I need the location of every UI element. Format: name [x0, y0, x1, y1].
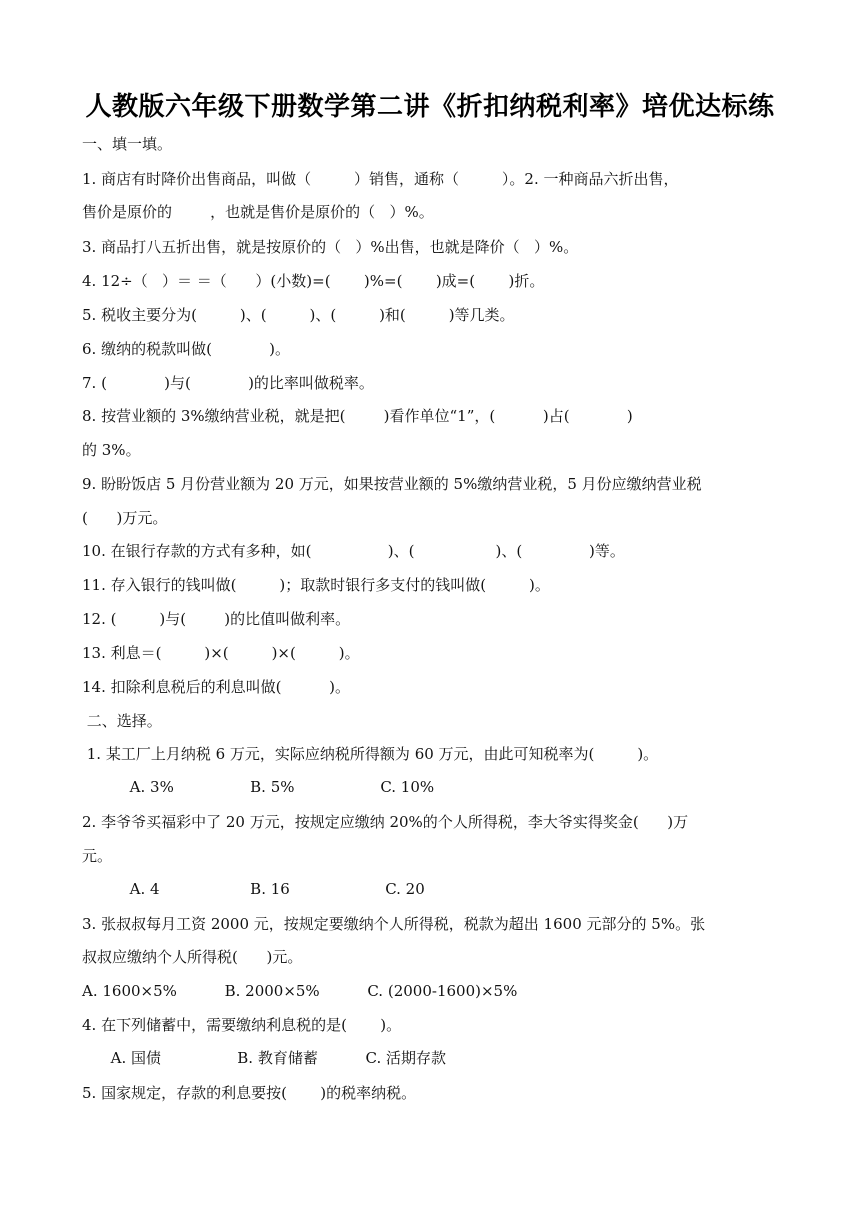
choice-options: A. 国债 B. 教育储蓄 C. 活期存款 — [82, 1049, 446, 1067]
question-line: 1. 某工厂上月纳税 6 万元，实际应纳税所得额为 60 万元，由此可知税率为( )。 — [82, 745, 659, 763]
question-line: 10. 在银行存款的方式有多种，如( )、( )、( )等。 — [82, 542, 625, 560]
question-line: 4. 12÷（ ）＝ ＝（ ）(小数)=( )%=( )成=( )折。 — [82, 272, 545, 290]
question-line: 11. 存入银行的钱叫做( )；取款时银行多支付的钱叫做( )。 — [82, 576, 550, 594]
question-line: 1. 商店有时降价出售商品，叫做（ ）销售，通称（ ）。2. 一种商品六折出售， — [82, 170, 679, 188]
section-heading-fill: 一、填一填。 — [82, 135, 173, 153]
choice-options: A. 3% B. 5% C. 10% — [82, 778, 435, 796]
question-line: 4. 在下列储蓄中，需要缴纳利息税的是( )。 — [82, 1016, 402, 1034]
question-line: 2. 李爷爷买福彩中了 20 万元，按规定应缴纳 20%的个人所得税，李大爷实得奖金( )万 — [82, 813, 689, 831]
page-title: 人教版六年级下册数学第二讲《折扣纳税利率》培优达标练 — [85, 92, 775, 122]
choice-options: A. 4 B. 16 C. 20 — [82, 880, 425, 898]
question-line: 售价是原价的 ，也就是售价是原价的（ ）%。 — [82, 203, 434, 221]
question-line: 7. ( )与( )的比率叫做税率。 — [82, 374, 374, 392]
question-line: 5. 国家规定，存款的利息要按( )的税率纳税。 — [82, 1084, 417, 1102]
question-line: 12. ( )与( )的比值叫做利率。 — [82, 610, 351, 628]
question-line: 叔叔应缴纳个人所得税( )元。 — [82, 948, 303, 966]
question-line: 13. 利息＝( )×( )×( )。 — [82, 644, 360, 662]
question-line: 3. 张叔叔每月工资 2000 元，按规定要缴纳个人所得税，税款为超出 1600 元部分的 5%。张 — [82, 915, 706, 933]
question-line: 元。 — [82, 847, 113, 865]
choice-options: A. 1600×5% B. 2000×5% C. (2000-1600)×5% — [82, 982, 518, 1000]
question-line: 8. 按营业额的 3%缴纳营业税，就是把( )看作单位“1”，( )占( ) — [82, 407, 633, 425]
question-line: 9. 盼盼饭店 5 月份营业额为 20 万元，如果按营业额的 5%缴纳营业税，5 月份应缴纳营业税 — [82, 475, 702, 493]
question-line: 5. 税收主要分为( )、( )、( )和( )等几类。 — [82, 306, 515, 324]
question-line: ( )万元。 — [82, 509, 168, 527]
question-line: 6. 缴纳的税款叫做( )。 — [82, 340, 291, 358]
question-line: 的 3%。 — [82, 441, 141, 459]
question-line: 3. 商品打八五折出售，就是按原价的（ ）%出售，也就是降价（ ）%。 — [82, 238, 579, 256]
question-line: 14. 扣除利息税后的利息叫做( )。 — [82, 678, 351, 696]
section-heading-choice: 二、选择。 — [82, 712, 162, 730]
